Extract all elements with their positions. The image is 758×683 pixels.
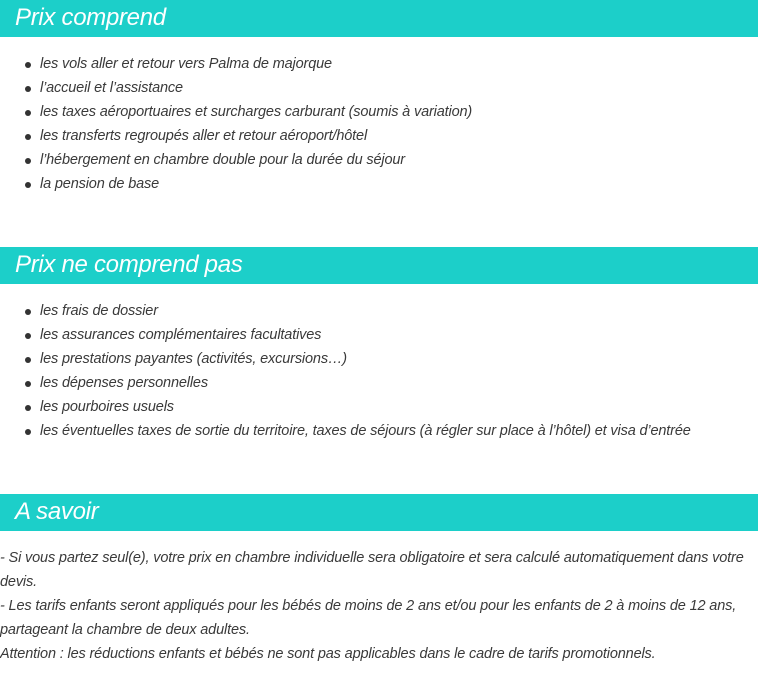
bullet-icon xyxy=(25,429,31,435)
excluded-section-header xyxy=(0,247,758,284)
list-item: les prestations payantes (activités, excursions…) xyxy=(0,347,758,371)
list-item: les taxes aéroportuaires et surcharges carburant (soumis à variation) xyxy=(0,100,758,124)
bullet-icon xyxy=(25,158,31,164)
list-item: les frais de dossier xyxy=(0,299,758,323)
bullet-icon xyxy=(25,381,31,387)
bullet-icon xyxy=(25,357,31,363)
info-section-header xyxy=(0,494,758,531)
list-item: les transferts regroupés aller et retour aéroport/hôtel xyxy=(0,124,758,148)
bullet-icon xyxy=(25,86,31,92)
excluded-title: Prix ne comprend pas xyxy=(15,251,243,278)
bullet-icon xyxy=(25,333,31,339)
info-paragraph: - Si vous partez seul(e), votre prix en chambre individuelle sera obligatoire et sera calculé automatiquement dans votre devis. xyxy=(0,550,744,590)
info-paragraph: Attention : les réductions enfants et bébés ne sont pas applicables dans le cadre de tarifs promotionnels. xyxy=(0,646,656,662)
list-item: les pourboires usuels xyxy=(0,395,758,419)
list-item: l’accueil et l’assistance xyxy=(0,76,758,100)
info-text xyxy=(0,546,756,666)
list-item: les dépenses personnelles xyxy=(0,371,758,395)
bullet-icon xyxy=(25,309,31,315)
list-item: l’hébergement en chambre double pour la durée du séjour xyxy=(0,148,758,172)
list-item: les vols aller et retour vers Palma de majorque xyxy=(0,52,758,76)
list-item: les assurances complémentaires facultatives xyxy=(0,323,758,347)
included-section-header xyxy=(0,0,758,37)
bullet-icon xyxy=(25,182,31,188)
bullet-icon xyxy=(25,62,31,68)
list-item: la pension de base xyxy=(0,172,758,196)
bullet-icon xyxy=(25,134,31,140)
info-paragraph: - Les tarifs enfants seront appliqués pour les bébés de moins de 2 ans et/ou pour les enfants de 2 à moins de 12 ans, partageant la chambre de deux adultes. xyxy=(0,598,737,638)
included-list xyxy=(0,52,758,196)
list-item: les éventuelles taxes de sortie du territoire, taxes de séjours (à régler sur place à l’hôtel) et visa d’entrée xyxy=(0,419,758,443)
info-title: A savoir xyxy=(15,498,99,525)
bullet-icon xyxy=(25,110,31,116)
bullet-icon xyxy=(25,405,31,411)
included-title: Prix comprend xyxy=(15,4,166,31)
excluded-list xyxy=(0,299,758,443)
